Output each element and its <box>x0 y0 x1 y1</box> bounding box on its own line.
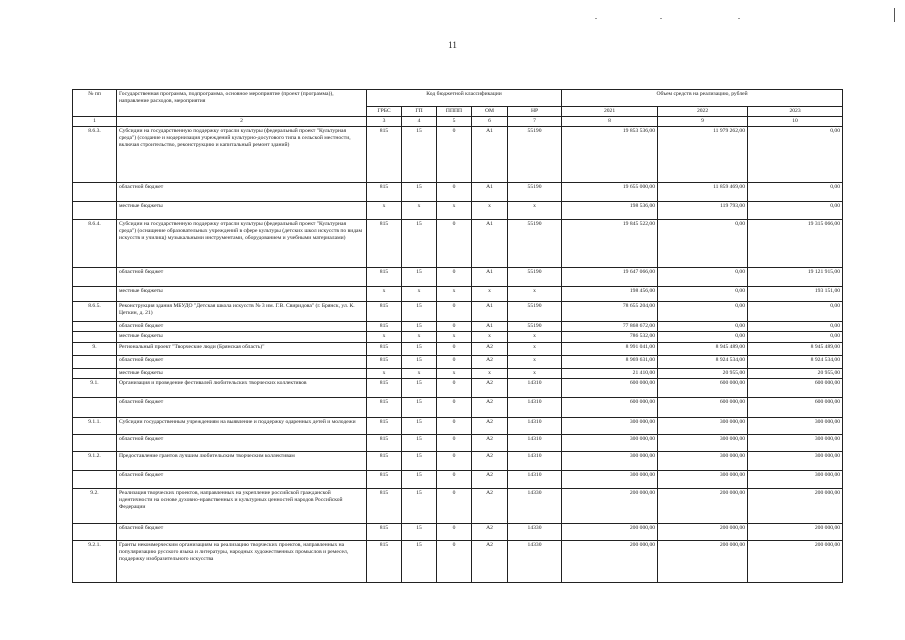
row-gp: x <box>402 201 437 219</box>
row-2021: 19 845 522,00 <box>562 219 658 267</box>
row-pppp: 0 <box>437 267 472 286</box>
row-2023: 300 000,00 <box>748 434 843 451</box>
table-row <box>73 451 843 470</box>
row-2021: 19 655 000,00 <box>562 182 658 201</box>
row-pppp: 0 <box>437 355 472 368</box>
table-row <box>73 470 843 488</box>
row-om: A1 <box>472 182 508 201</box>
row-name: Предоставление грантов лучшим любительским творческим коллективам <box>117 451 367 470</box>
header-2023: 2023 <box>748 107 843 117</box>
row-gp: x <box>402 368 437 378</box>
row-gp: 15 <box>402 540 437 582</box>
index-cell: 8 <box>562 116 658 126</box>
table-row <box>73 219 843 267</box>
row-om: x <box>472 201 508 219</box>
row-2022: 11 979 262,00 <box>658 126 748 182</box>
row-grbs: x <box>367 201 402 219</box>
row-om: A2 <box>472 397 508 417</box>
row-2023: 300 000,00 <box>748 470 843 488</box>
row-pppp: 0 <box>437 126 472 182</box>
row-gp: x <box>402 286 437 301</box>
row-grbs: 815 <box>367 451 402 470</box>
row-2023: 8 924 534,00 <box>748 355 843 368</box>
table-row <box>73 417 843 434</box>
row-2023: 19 315 066,00 <box>748 219 843 267</box>
row-grbs: 815 <box>367 219 402 267</box>
row-nr: 55190 <box>508 126 562 182</box>
row-2021: 600 000,00 <box>562 378 658 397</box>
row-num <box>73 321 117 331</box>
row-om: A1 <box>472 267 508 286</box>
row-nr: 14330 <box>508 523 562 540</box>
row-name: областной бюджет <box>117 182 367 201</box>
row-grbs: 815 <box>367 488 402 523</box>
row-num: 9.1.2. <box>73 451 117 470</box>
row-num: 8.6.4. <box>73 219 117 267</box>
row-2022: 0,00 <box>658 301 748 321</box>
row-2022: 11 859 469,00 <box>658 182 748 201</box>
row-om: A2 <box>472 470 508 488</box>
row-2022: 200 000,00 <box>658 523 748 540</box>
table-row <box>73 523 843 540</box>
row-grbs: 815 <box>367 126 402 182</box>
index-cell: 9 <box>658 116 748 126</box>
row-grbs: 815 <box>367 321 402 331</box>
row-name: Реализация творческих проектов, направленных на укрепление российской гражданской идентичности на основе духовно-нравственных и культурных ценностей народов Российской Федерации <box>117 488 367 523</box>
row-pppp: 0 <box>437 434 472 451</box>
header-om: ОМ <box>472 107 508 117</box>
row-num <box>73 201 117 219</box>
row-2023: 0,00 <box>748 331 843 342</box>
row-2023: 600 000,00 <box>748 397 843 417</box>
table-row <box>73 126 843 182</box>
row-2021: 78 655 204,00 <box>562 301 658 321</box>
row-name: местные бюджеты <box>117 286 367 301</box>
index-cell: 7 <box>508 116 562 126</box>
row-num: 8.6.3. <box>73 126 117 182</box>
row-name: областной бюджет <box>117 355 367 368</box>
row-nr: 14310 <box>508 417 562 434</box>
row-name: Субсидии государственным учреждениям на выявление и поддержку одаренных детей и молодежи <box>117 417 367 434</box>
row-num: 9.2.1. <box>73 540 117 582</box>
row-2022: 8 945 489,00 <box>658 342 748 355</box>
row-2022: 8 924 534,00 <box>658 355 748 368</box>
row-grbs: 815 <box>367 523 402 540</box>
row-nr: 55190 <box>508 301 562 321</box>
row-2022: 20 955,00 <box>658 368 748 378</box>
row-grbs: 815 <box>367 397 402 417</box>
row-om: A2 <box>472 488 508 523</box>
row-om: A2 <box>472 378 508 397</box>
row-nr: 14330 <box>508 488 562 523</box>
row-nr: 14310 <box>508 397 562 417</box>
table-row <box>73 355 843 368</box>
row-2023: 0,00 <box>748 201 843 219</box>
row-nr: 55190 <box>508 267 562 286</box>
table-row <box>73 368 843 378</box>
budget-table <box>72 89 843 583</box>
row-pppp: 0 <box>437 342 472 355</box>
row-om: x <box>472 368 508 378</box>
row-pppp: 0 <box>437 451 472 470</box>
row-2022: 600 000,00 <box>658 397 748 417</box>
row-gp: 15 <box>402 219 437 267</box>
header-2022: 2022 <box>658 107 748 117</box>
row-grbs: x <box>367 368 402 378</box>
row-2022: 200 000,00 <box>658 540 748 582</box>
row-pppp: 0 <box>437 470 472 488</box>
row-gp: 15 <box>402 397 437 417</box>
table-row <box>73 488 843 523</box>
table-row <box>73 267 843 286</box>
row-num: 9.2. <box>73 488 117 523</box>
row-grbs: 815 <box>367 182 402 201</box>
index-cell: 4 <box>402 116 437 126</box>
row-2021: 786 532,00 <box>562 331 658 342</box>
row-om: A2 <box>472 451 508 470</box>
row-num <box>73 286 117 301</box>
row-2022: 200 000,00 <box>658 488 748 523</box>
table-row <box>73 321 843 331</box>
scan-speck <box>738 18 740 19</box>
row-om: A2 <box>472 523 508 540</box>
row-gp: 15 <box>402 301 437 321</box>
header-2021: 2021 <box>562 107 658 117</box>
row-pppp: x <box>437 331 472 342</box>
row-gp: 15 <box>402 434 437 451</box>
row-om: A1 <box>472 321 508 331</box>
row-gp: 15 <box>402 488 437 523</box>
row-gp: 15 <box>402 451 437 470</box>
row-grbs: 815 <box>367 267 402 286</box>
row-om: A2 <box>472 355 508 368</box>
row-2021: 8 969 631,00 <box>562 355 658 368</box>
row-name: Гранты некоммерческим организациям на реализацию творческих проектов, направленных на популяризацию русского языка и литературы, народных художественных промыслов и ремесел, поддержку изобразительного искусства <box>117 540 367 582</box>
row-2021: 300 000,00 <box>562 470 658 488</box>
header-pppp: ПППП <box>437 107 472 117</box>
row-nr: x <box>508 286 562 301</box>
row-num <box>73 355 117 368</box>
row-num <box>73 368 117 378</box>
row-name: Региональный проект "Творческие люди (Брянская область)" <box>117 342 367 355</box>
index-cell: 3 <box>367 116 402 126</box>
row-pppp: 0 <box>437 301 472 321</box>
row-gp: 15 <box>402 355 437 368</box>
scan-speck <box>660 18 662 19</box>
row-2021: 300 000,00 <box>562 434 658 451</box>
row-2022: 119 793,00 <box>658 201 748 219</box>
header-row <box>73 90 843 107</box>
row-2023: 600 000,00 <box>748 378 843 397</box>
row-pppp: 0 <box>437 540 472 582</box>
table-row <box>73 286 843 301</box>
row-2023: 193 151,00 <box>748 286 843 301</box>
row-gp: 15 <box>402 378 437 397</box>
row-nr: x <box>508 331 562 342</box>
row-2021: 19 647 066,00 <box>562 267 658 286</box>
row-om: A2 <box>472 540 508 582</box>
row-nr: 14310 <box>508 451 562 470</box>
row-2023: 200 000,00 <box>748 523 843 540</box>
row-name: областной бюджет <box>117 321 367 331</box>
row-name: областной бюджет <box>117 397 367 417</box>
row-name: областной бюджет <box>117 267 367 286</box>
row-num <box>73 267 117 286</box>
row-2023: 20 955,00 <box>748 368 843 378</box>
row-num: 9.1.1. <box>73 417 117 434</box>
header-index-row <box>73 116 843 126</box>
row-grbs: 815 <box>367 378 402 397</box>
row-pppp: 0 <box>437 397 472 417</box>
row-2021: 600 000,00 <box>562 397 658 417</box>
row-2022: 0,00 <box>658 267 748 286</box>
index-cell: 5 <box>437 116 472 126</box>
row-om: A1 <box>472 126 508 182</box>
row-2022: 300 000,00 <box>658 417 748 434</box>
row-2021: 300 000,00 <box>562 451 658 470</box>
row-pppp: x <box>437 286 472 301</box>
header-num: № пп <box>73 90 117 117</box>
row-name: областной бюджет <box>117 434 367 451</box>
header-nr: НР <box>508 107 562 117</box>
row-2023: 300 000,00 <box>748 451 843 470</box>
table-row <box>73 331 843 342</box>
row-nr: 14310 <box>508 434 562 451</box>
row-name: Реконструкция здания МБУДО "Детская школа искусств № 3 им. Г.В. Свиридова" (г. Брянск, ул. К. Цеткин, д. 21) <box>117 301 367 321</box>
row-grbs: 815 <box>367 470 402 488</box>
scan-speck <box>595 18 597 19</box>
header-gp: ГП <box>402 107 437 117</box>
row-num: 9. <box>73 342 117 355</box>
row-2022: 0,00 <box>658 219 748 267</box>
row-2023: 0,00 <box>748 126 843 182</box>
row-gp: 15 <box>402 470 437 488</box>
table-row <box>73 397 843 417</box>
row-2022: 600 000,00 <box>658 378 748 397</box>
row-2022: 300 000,00 <box>658 470 748 488</box>
row-num <box>73 523 117 540</box>
row-2021: 198 536,00 <box>562 201 658 219</box>
row-pppp: 0 <box>437 321 472 331</box>
table-row <box>73 434 843 451</box>
row-grbs: 815 <box>367 540 402 582</box>
row-om: A2 <box>472 342 508 355</box>
row-2022: 0,00 <box>658 321 748 331</box>
row-om: A1 <box>472 301 508 321</box>
header-volume: Объем средств на реализацию, рублей <box>562 90 843 107</box>
row-2022: 0,00 <box>658 331 748 342</box>
row-om: A2 <box>472 434 508 451</box>
row-nr: x <box>508 342 562 355</box>
table-row <box>73 540 843 582</box>
row-num <box>73 470 117 488</box>
table-row <box>73 342 843 355</box>
row-grbs: x <box>367 286 402 301</box>
table-row <box>73 301 843 321</box>
page-number: 11 <box>448 40 457 50</box>
row-2021: 21 410,00 <box>562 368 658 378</box>
row-pppp: x <box>437 368 472 378</box>
scan-mark <box>894 8 895 22</box>
row-gp: 15 <box>402 126 437 182</box>
row-2022: 300 000,00 <box>658 451 748 470</box>
row-pppp: 0 <box>437 378 472 397</box>
row-2023: 0,00 <box>748 321 843 331</box>
row-gp: 15 <box>402 321 437 331</box>
row-pppp: x <box>437 201 472 219</box>
row-2021: 198 456,00 <box>562 286 658 301</box>
row-2023: 200 000,00 <box>748 540 843 582</box>
row-2021: 200 000,00 <box>562 540 658 582</box>
row-name: областной бюджет <box>117 470 367 488</box>
row-gp: 15 <box>402 342 437 355</box>
row-name: Субсидии на государственную поддержку отрасли культуры (федеральный проект "Культурная среда") (оснащение образовательных учреждений в сфере культуры (детских школ искусств по видам искусств и училищ) музыкальными инструментами, оборудованием и учебными материалами) <box>117 219 367 267</box>
row-2021: 200 000,00 <box>562 523 658 540</box>
row-nr: x <box>508 201 562 219</box>
row-pppp: 0 <box>437 182 472 201</box>
row-om: x <box>472 331 508 342</box>
row-2022: 0,00 <box>658 286 748 301</box>
row-name: местные бюджеты <box>117 368 367 378</box>
row-om: A2 <box>472 417 508 434</box>
index-cell: 6 <box>472 116 508 126</box>
row-grbs: 815 <box>367 417 402 434</box>
row-pppp: 0 <box>437 219 472 267</box>
row-pppp: 0 <box>437 417 472 434</box>
table-row <box>73 201 843 219</box>
row-2023: 19 121 915,00 <box>748 267 843 286</box>
row-2021: 77 868 672,00 <box>562 321 658 331</box>
index-cell: 10 <box>748 116 843 126</box>
row-num: 8.6.5. <box>73 301 117 321</box>
header-code: Код бюджетной классификации <box>367 90 562 107</box>
row-pppp: 0 <box>437 523 472 540</box>
row-2023: 0,00 <box>748 182 843 201</box>
row-gp: 15 <box>402 267 437 286</box>
row-grbs: x <box>367 331 402 342</box>
row-2023: 200 000,00 <box>748 488 843 523</box>
row-2021: 8 991 041,00 <box>562 342 658 355</box>
row-num: 9.1. <box>73 378 117 397</box>
row-gp: 15 <box>402 417 437 434</box>
row-pppp: 0 <box>437 488 472 523</box>
table-row <box>73 378 843 397</box>
header-grbs: ГРБС <box>367 107 402 117</box>
row-2021: 200 000,00 <box>562 488 658 523</box>
row-nr: 55190 <box>508 182 562 201</box>
row-nr: x <box>508 368 562 378</box>
table-body <box>73 126 843 582</box>
row-2023: 300 000,00 <box>748 417 843 434</box>
row-nr: 14330 <box>508 540 562 582</box>
row-grbs: 815 <box>367 355 402 368</box>
row-2021: 19 853 536,00 <box>562 126 658 182</box>
table-row <box>73 182 843 201</box>
index-cell: 2 <box>117 116 367 126</box>
row-num <box>73 397 117 417</box>
row-gp: 15 <box>402 182 437 201</box>
row-gp: 15 <box>402 523 437 540</box>
row-2022: 300 000,00 <box>658 434 748 451</box>
row-num <box>73 182 117 201</box>
row-grbs: 815 <box>367 434 402 451</box>
row-name: областной бюджет <box>117 523 367 540</box>
row-name: местные бюджеты <box>117 201 367 219</box>
row-nr: 55190 <box>508 219 562 267</box>
row-2023: 8 945 489,00 <box>748 342 843 355</box>
row-nr: x <box>508 355 562 368</box>
row-nr: 14310 <box>508 378 562 397</box>
row-gp: x <box>402 331 437 342</box>
row-grbs: 815 <box>367 342 402 355</box>
row-grbs: 815 <box>367 301 402 321</box>
row-om: A1 <box>472 219 508 267</box>
row-2021: 300 000,00 <box>562 417 658 434</box>
row-nr: 14310 <box>508 470 562 488</box>
header-name: Государственная программа, подпрограмма, основное мероприятие (проект (программа)), направление расходов, мероприятия <box>117 90 367 117</box>
row-2023: 0,00 <box>748 301 843 321</box>
row-name: Субсидии на государственную поддержку отрасли культуры (федеральный проект "Культурная среда") (создание и модернизация учреждений культурно-досугового типа в сельской местности, включая строительство, реконструкцию и капитальный ремонт зданий) <box>117 126 367 182</box>
row-om: x <box>472 286 508 301</box>
index-cell: 1 <box>73 116 117 126</box>
row-nr: 55190 <box>508 321 562 331</box>
row-num <box>73 331 117 342</box>
row-name: местные бюджеты <box>117 331 367 342</box>
row-num <box>73 434 117 451</box>
row-name: Организация и проведение фестивалей любительских творческих коллективов <box>117 378 367 397</box>
